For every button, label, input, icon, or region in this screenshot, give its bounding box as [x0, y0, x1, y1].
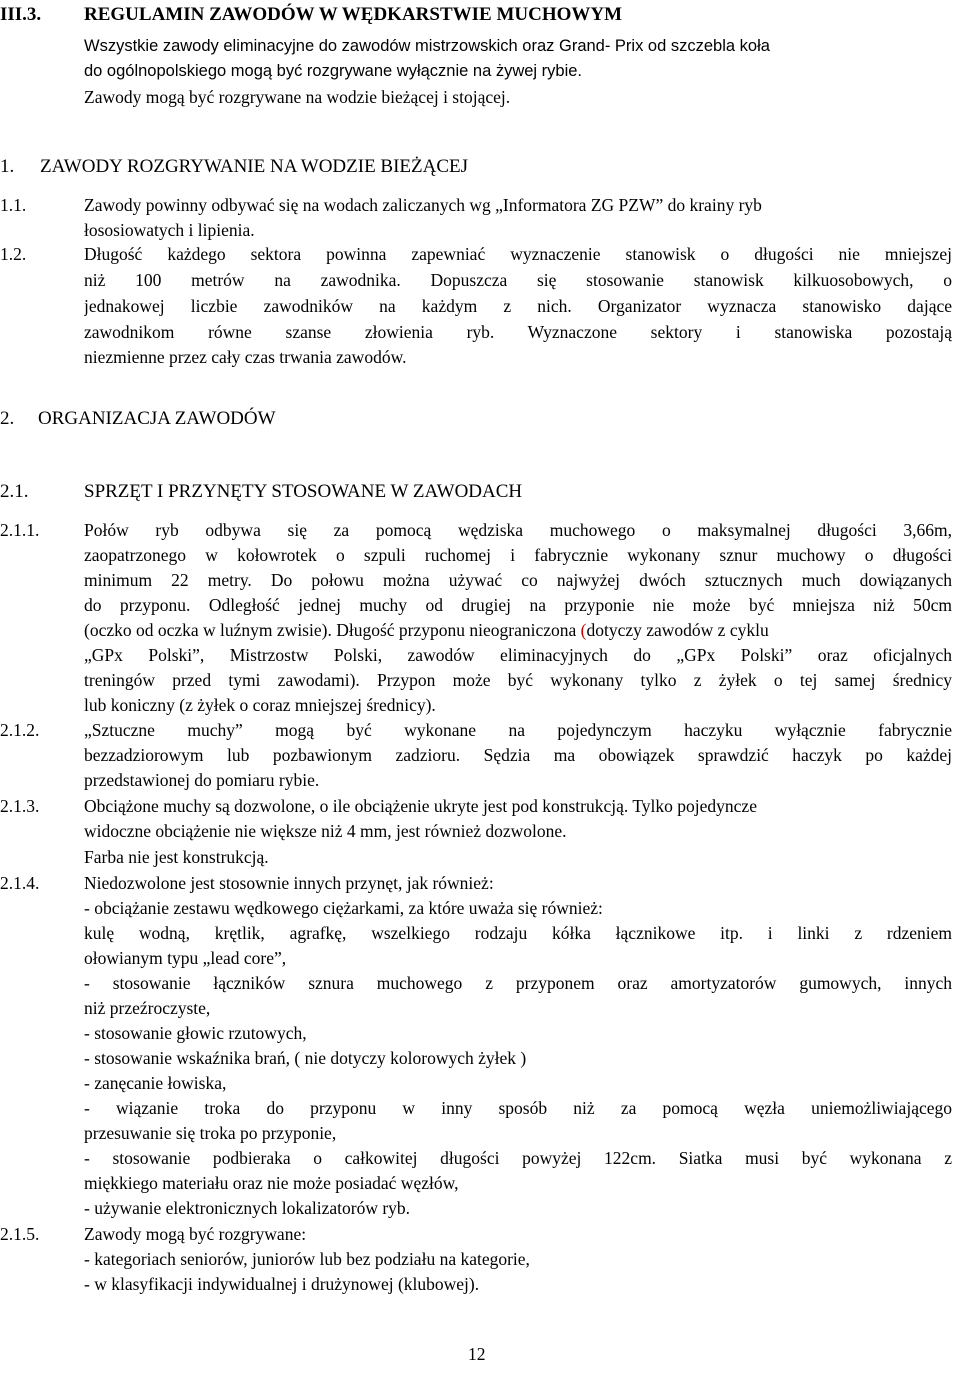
item-2-1-1-number: 2.1.1.	[0, 520, 40, 540]
item-1-2-line-1: Długość każdego sektora powinna zapewniać wyznaczenie stanowisk o długości nie mniejszej	[84, 244, 952, 264]
item-2-1-4-line-11: przesuwanie się troka po przyponie,	[84, 1123, 337, 1143]
item-2-1-4-line-6: niż przeźroczyste,	[84, 998, 211, 1018]
item-2-1-4-line-12: - stosowanie podbieraka o całkowitej długości powyżej 122cm. Siatka musi być wykonana z	[84, 1148, 952, 1168]
item-1-1-line-1: Zawody powinny odbywać się na wodach zaliczanych wg „Informatora ZG PZW” do krainy ryb	[84, 195, 762, 215]
item-2-1-4-line-3: kulę wodną, krętlik, agrafkę, wszelkiego rodzaju kółka łącznikowe itp. i linki z rdzeniem	[84, 923, 952, 943]
item-2-1-1-line-3: minimum 22 metry. Do połowu można używać co najwyżej dwóch sztucznych much dowiązanych	[84, 570, 952, 590]
item-2-1-2-number: 2.1.2.	[0, 720, 40, 740]
item-2-1-3-line-2: widoczne obciążenie nie większe niż 4 mm, jest również dozwolone.	[84, 821, 567, 841]
item-2-1-4-line-14: - używanie elektronicznych lokalizatorów ryb.	[84, 1198, 411, 1218]
item-1-2-line-4: zawodnikom równe szanse złowienia ryb. Wyznaczone sektory i stanowiska pozostają	[84, 322, 952, 342]
red-parenthesis: (	[580, 620, 587, 640]
item-2-1-1-line-5	[84, 618, 952, 642]
item-2-1-5-line-3: - w klasyfikacji indywidualnej i drużynowej (klubowej).	[84, 1274, 480, 1294]
section-1-title: ZAWODY ROZGRYWANIE NA WODZIE BIEŻĄCEJ	[40, 156, 469, 177]
item-2-1-2-line-2: bezzadziorowym lub pozbawionym zadzioru. Sędzia ma obowiązek sprawdzić haczyk po każdej	[84, 745, 952, 765]
item-2-1-4-line-10: - wiązanie troka do przyponu w inny sposób niż za pomocą węzła uniemożliwiającego	[84, 1098, 952, 1118]
item-1-2-number: 1.2.	[0, 244, 27, 264]
item-1-2-line-5: niezmienne przez cały czas trwania zawodów.	[84, 347, 407, 367]
item-1-2-line-3: jednakowej liczbie zawodników na każdym z nich. Organizator wyznacza stanowisko dające	[84, 296, 952, 316]
item-1-1-number: 1.1.	[0, 195, 27, 215]
item-2-1-1-line-5-tail: dotyczy zawodów z cyklu	[586, 620, 769, 640]
section-1-number: 1.	[0, 156, 15, 177]
item-2-1-4-line-8: - stosowanie wskaźnika brań, ( nie dotyczy kolorowych żyłek )	[84, 1048, 527, 1068]
intro-line-1: Wszystkie zawody eliminacyjne do zawodów mistrzowskich oraz Grand- Prix od szczebla koła	[84, 37, 770, 55]
item-2-1-1-line-6: „GPx Polski”, Mistrzostw Polski, zawodów eliminacyjnych do „GPx Polski” oraz oficjalnych	[84, 645, 952, 665]
item-1-2-line-2: niż 100 metrów na zawodnika. Dopuszcza się stosowanie stanowisk kilkuosobowych, o	[84, 270, 952, 290]
item-2-1-5-number: 2.1.5.	[0, 1224, 40, 1244]
item-2-1-5-line-2: - kategoriach seniorów, juniorów lub bez podziału na kategorie,	[84, 1249, 530, 1269]
item-1-1-line-2: łososiowatych i lipienia.	[84, 220, 255, 240]
item-2-1-1-line-4: do przyponu. Odległość jednej muchy od drugiej na przyponie nie może być mniejsza niż 50cm	[84, 595, 952, 615]
item-2-1-4-line-7: - stosowanie głowic rzutowych,	[84, 1023, 307, 1043]
intro-line-3: Zawody mogą być rozgrywane na wodzie bieżącej i stojącej.	[84, 87, 511, 107]
item-2-1-1-line-7: treningów przed tymi zawodami). Przypon może być wykonany tylko z żyłek o tej samej średnicy	[84, 670, 952, 690]
item-2-1-4-number: 2.1.4.	[0, 873, 40, 893]
section-number: III.3.	[0, 4, 42, 25]
document-title: REGULAMIN ZAWODÓW W WĘDKARSTWIE MUCHOWYM	[84, 4, 623, 25]
item-2-1-3-number: 2.1.3.	[0, 796, 40, 816]
item-2-1-1-line-5-text: (oczko od oczka w luźnym zwisie). Długość przyponu nieograniczona	[84, 620, 581, 640]
item-2-1-number: 2.1.	[0, 481, 29, 502]
item-2-1-4-line-4: ołowianym typu „lead core”,	[84, 948, 287, 968]
item-2-1-3-line-1: Obciążone muchy są dozwolone, o ile obciążenie ukryte jest pod konstrukcją. Tylko pojedyncze	[84, 796, 757, 816]
item-2-1-4-line-5: - stosowanie łączników sznura muchowego z przyponem oraz amortyzatorów gumowych, innych	[84, 973, 952, 993]
item-2-1-1-line-2: zaopatrzonego w kołowrotek o szpuli ruchomej i fabrycznie wykonany sznur muchowy o długości	[84, 545, 952, 565]
item-2-1-2-line-3: przedstawionej do pomiaru rybie.	[84, 770, 320, 790]
item-2-1-1-line-8: lub koniczny (z żyłek o coraz mniejszej średnicy).	[84, 695, 436, 715]
page-number: 12	[468, 1344, 486, 1364]
section-2-number: 2.	[0, 408, 15, 429]
item-2-1-4-line-1: Niedozwolone jest stosownie innych przynęt, jak również:	[84, 873, 494, 893]
item-2-1-1-line-1: Połów ryb odbywa się za pomocą wędziska muchowego o maksymalnej długości 3,66m,	[84, 520, 952, 540]
item-2-1-5-line-1: Zawody mogą być rozgrywane:	[84, 1224, 307, 1244]
item-2-1-4-line-2: - obciążanie zestawu wędkowego ciężarkami, za które uważa się również:	[84, 898, 603, 918]
item-2-1-4-line-13: miękkiego materiału oraz nie może posiadać węzłów,	[84, 1173, 459, 1193]
section-2-title: ORGANIZACJA ZAWODÓW	[38, 408, 276, 429]
item-2-1-3-line-3: Farba nie jest konstrukcją.	[84, 847, 269, 867]
item-2-1-title: SPRZĘT I PRZYNĘTY STOSOWANE W ZAWODACH	[84, 481, 523, 502]
item-2-1-4-line-9: - zanęcanie łowiska,	[84, 1073, 227, 1093]
item-2-1-2-line-1: „Sztuczne muchy” mogą być wykonane na pojedynczym haczyku wyłącznie fabrycznie	[84, 720, 952, 740]
intro-line-2: do ogólnopolskiego mogą być rozgrywane wyłącznie na żywej rybie.	[84, 62, 583, 80]
